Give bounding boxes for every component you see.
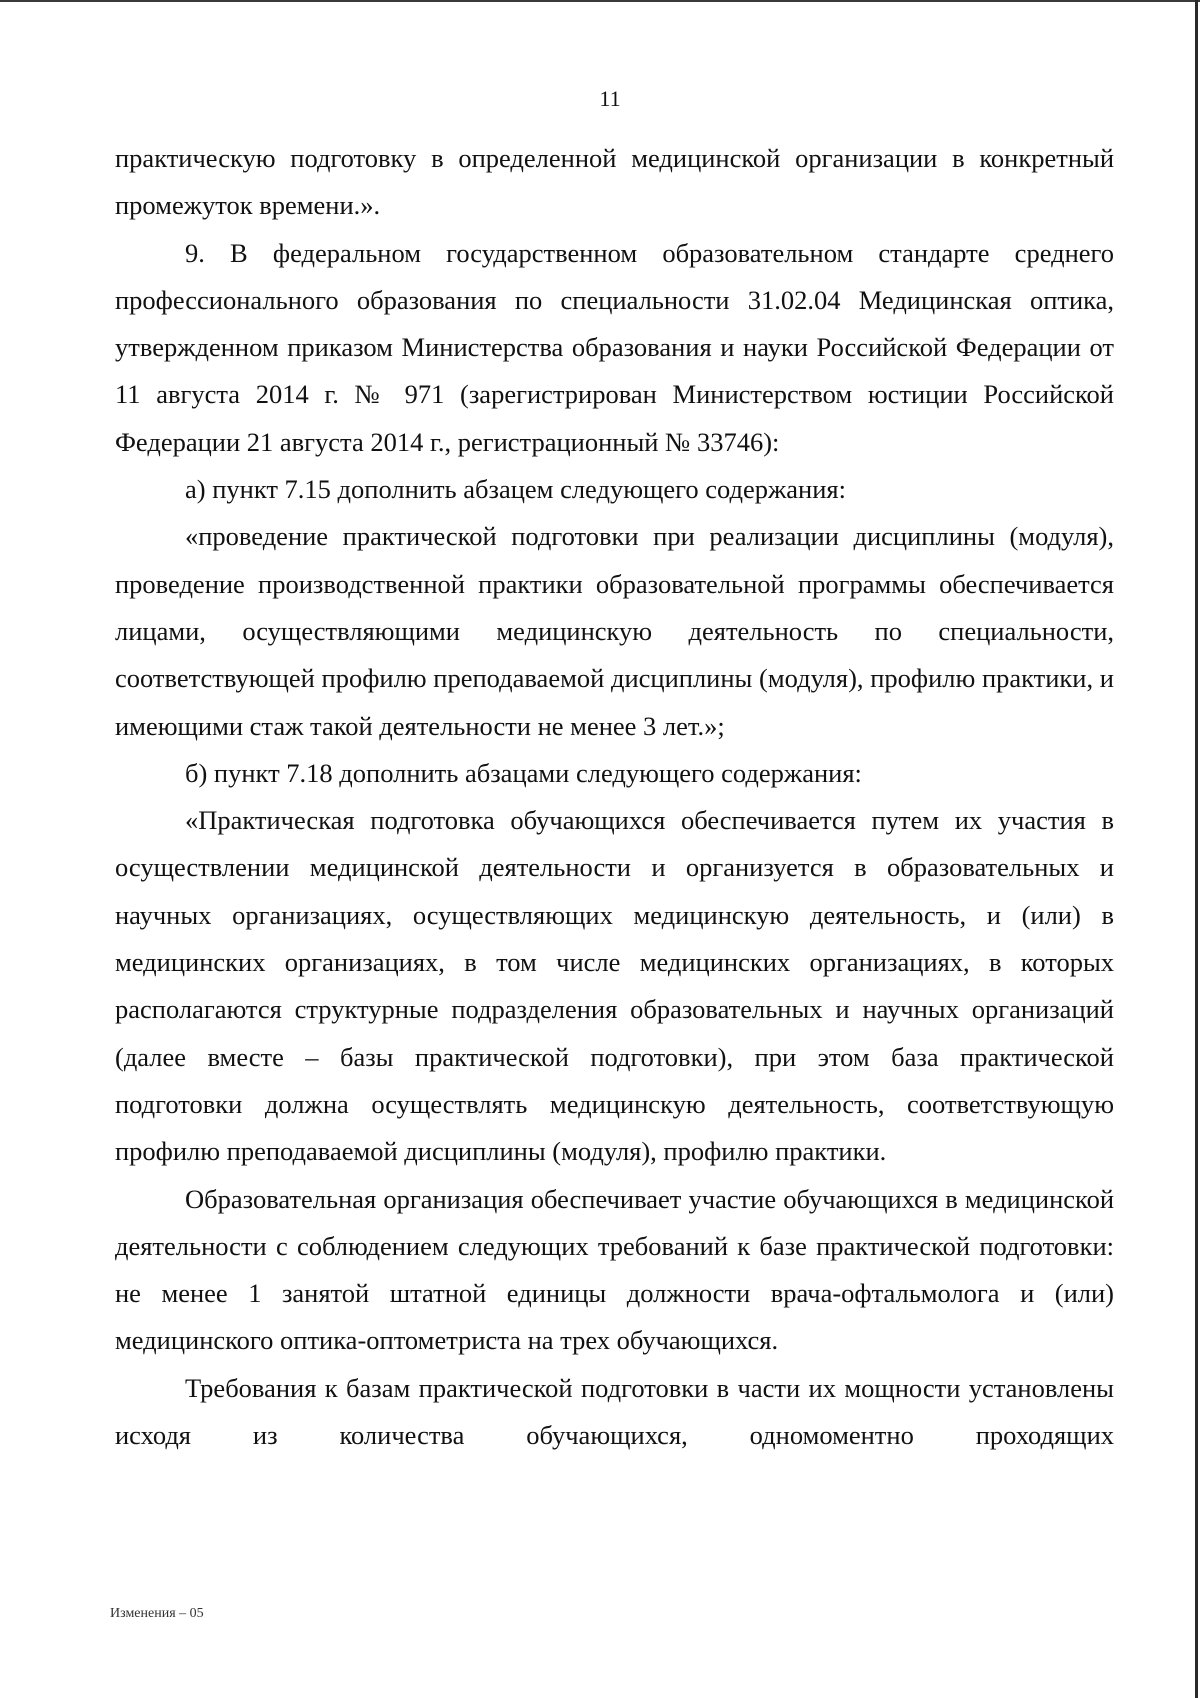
paragraph-item-9: 9. В федеральном государственном образовательном стандарте среднего профессионального образования по специальности 31.02.04 Медицинская оптика, утвержденном приказом Министерства образования и науки Российской Федерации от 11 августа 2014 г. № 971 (зарегистрирован Министерством юстиции Российской Федерации 21 августа 2014 г., регистрационный № 33746): xyxy=(115,237,1114,457)
paragraph-capacity: Требования к базам практической подготовки в части их мощности установлены исходя из количества обучающихся, одномоментно проходящих xyxy=(115,1372,1114,1451)
paragraph-subitem-a: а) пункт 7.15 дополнить абзацем следующего содержания: xyxy=(185,474,846,505)
footer-revision-note: Изменения – 05 xyxy=(110,1606,204,1621)
paragraph-requirements: Образовательная организация обеспечивает участие обучающихся в медицинской деятельности с соблюдением следующих требований к базе практической подготовки: не менее 1 занятой штатной единицы должности врача-офтальмолога и (или) медицинского оптика-оптометриста на трех обучающихся. xyxy=(115,1183,1114,1356)
paragraph-quote-7-18: «Практическая подготовка обучающихся обеспечивается путем их участия в осуществлении медицинской деятельности и организуется в образовательных и научных организациях, осуществляющих медицинскую деятельность, и (или) в медицинских организациях, в том числе медицинских организациях, в которых располагаются структурные подразделения образовательных и научных организаций (далее вместе – базы практической подготовки), при этом база практической подготовки должна осуществлять медицинскую деятельность, соответствующую профилю преподаваемой дисциплины (модуля), профилю практики. xyxy=(115,805,1114,1167)
paragraph-quote-7-15: «проведение практической подготовки при реализации дисциплины (модуля), проведение производственной практики образовательной программы обеспечивается лицами, осуществляющими медицинскую деятельность по специальности, соответствующей профилю преподаваемой дисциплины (модуля), профилю практики, и имеющими стаж такой деятельности не менее 3 лет.»; xyxy=(115,521,1114,741)
paragraph-subitem-b: б) пункт 7.18 дополнить абзацами следующего содержания: xyxy=(185,757,862,788)
paragraph-continuation: практическую подготовку в определенной медицинской организации в конкретный промежуток времени.». xyxy=(115,143,1114,221)
scan-edge-right xyxy=(1195,0,1198,1698)
page-number: 11 xyxy=(599,86,621,111)
document-body xyxy=(115,135,1114,1459)
scan-edge-top xyxy=(0,0,1200,2)
